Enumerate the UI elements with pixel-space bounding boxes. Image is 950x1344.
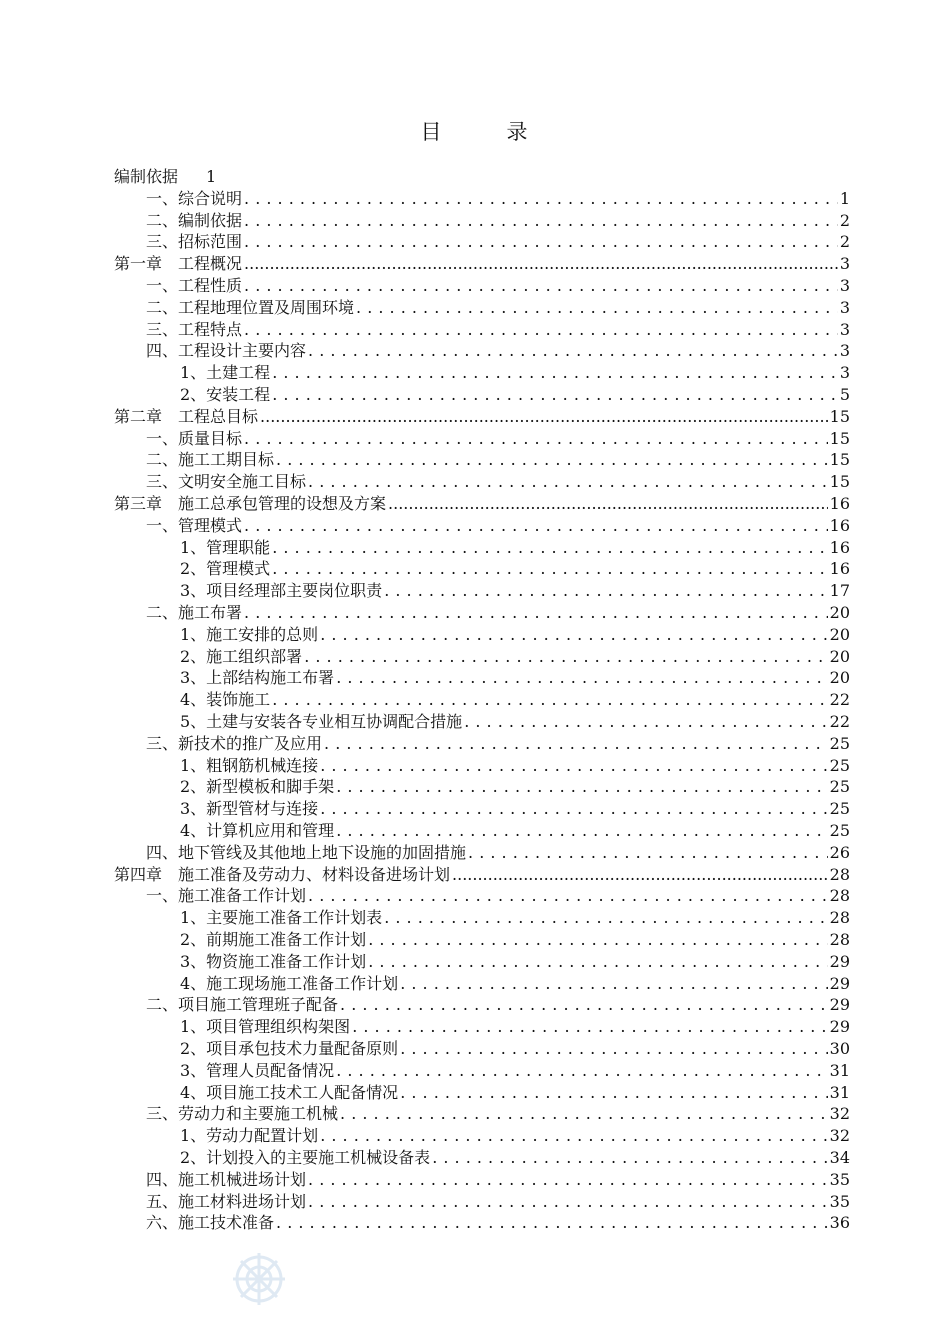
toc-dot-leader [308,1191,828,1213]
toc-entry[interactable] [146,1169,850,1191]
toc-entry-label: 二、项目施工管理班子配备 [146,995,339,1015]
toc-entry[interactable] [180,711,850,733]
toc-entry-label: 第三章 施工总承包管理的设想及方案 [114,494,387,513]
toc-entry-page-number: 15 [829,450,850,470]
toc-entry-page-number: 29 [829,995,850,1015]
toc-dot-leader [336,667,827,689]
toc-entry[interactable] [180,624,850,646]
toc-entry[interactable] [146,515,850,537]
toc-entry-label: 一、工程性质 [146,276,243,295]
toc-dot-leader [244,602,828,624]
toc-entry-page-number: 2 [839,210,850,230]
toc-entry-label: 三、文明安全施工目标 [146,472,307,492]
toc-entry[interactable] [180,973,850,995]
toc-entry-page-number: 32 [829,1104,850,1124]
toc-entry-label: 4、项目施工技术工人配备情况 [180,1082,399,1102]
toc-dot-leader [308,340,838,362]
toc-dot-leader [336,820,827,842]
toc-dot-leader [464,711,827,733]
toc-entry-page-number: 36 [829,1213,850,1233]
toc-entry[interactable] [180,820,850,842]
toc-entry-label: 二、施工布署 [146,603,243,622]
toc-entry-label: 2、安装工程 [180,385,271,404]
toc-entry-label: 2、新型模板和脚手架 [180,777,335,797]
toc-entry-page-number: 3 [839,297,850,317]
toc-entry-label: 二、工程地理位置及周围环境 [146,297,355,317]
toc-entry-page-number: 28 [829,864,850,884]
toc-entry-label: 五、施工材料进场计划 [146,1191,307,1211]
toc-entry-page-number: 3 [839,254,850,274]
toc-entry[interactable] [146,994,850,1016]
toc-entry[interactable] [114,406,850,428]
toc-dot-leader [244,515,828,537]
toc-entry-label: 2、前期施工准备工作计划 [180,930,367,949]
toc-entry-label: 5、土建与安装各专业相互协调配合措施 [180,712,463,731]
toc-entry-page-number: 35 [829,1169,850,1189]
toc-entry[interactable] [180,1016,850,1038]
toc-entry-label: 1、土建工程 [180,363,271,383]
toc-entry-label: 三、劳动力和主要施工机械 [146,1104,339,1124]
toc-dot-leader [244,428,828,450]
toc-entry[interactable] [180,907,850,929]
toc-entry-page-number: 20 [829,646,850,666]
toc-dot-leader [272,558,827,580]
toc-entry-label: 三、招标范围 [146,232,243,252]
toc-entry-label: 3、新型管材与连接 [180,799,319,819]
toc-entry-label: 四、工程设计主要内容 [146,341,307,361]
toc-dot-leader [308,471,828,493]
toc-entry-label: 4、装饰施工 [180,690,271,710]
toc-entry-label: 一、质量目标 [146,428,243,448]
toc-entry[interactable] [114,166,850,188]
toc-entry[interactable] [146,340,850,362]
toc-entry[interactable] [146,1212,850,1234]
toc-dot-leader [356,297,838,319]
toc-entry-label: 3、项目经理部主要岗位职责 [180,581,383,601]
toc-entry-label: 一、管理模式 [146,515,243,535]
toc-entry[interactable] [146,842,850,864]
toc-dot-leader [244,319,838,341]
toc-entry[interactable] [146,297,850,319]
toc-entry-page-number: 25 [829,821,850,840]
toc-entry-label: 一、施工准备工作计划 [146,886,307,906]
toc-entry[interactable] [146,602,850,624]
toc-entry-page-number: 22 [829,690,850,710]
toc-entry[interactable] [180,558,850,580]
toc-dot-leader [260,406,828,428]
toc-dot-leader [272,689,827,711]
toc-dot-leader [276,1212,828,1234]
toc-entry[interactable] [180,580,850,602]
toc-dot-leader [384,907,827,929]
toc-dot-leader [308,885,828,907]
toc-entry-page-number: 20 [829,603,850,622]
toc-entry-label: 第四章 施工准备及劳动力、材料设备进场计划 [114,864,451,884]
toc-dot-leader [272,362,838,384]
toc-dot-leader [468,842,828,864]
toc-entry-page-number: 16 [829,559,850,579]
toc-dot-leader [244,231,838,253]
toc-entry-page-number: 22 [829,712,850,731]
toc-entry[interactable] [180,1125,850,1147]
toc-entry[interactable] [146,1191,850,1213]
toc-entry-label: 二、施工工期目标 [146,450,275,470]
toc-entry-page-number: 17 [829,581,850,601]
toc-entry-label: 4、施工现场施工准备工作计划 [180,973,399,993]
toc-entry-label: 第一章 工程概况 [114,254,243,274]
toc-entry-page-number: 29 [829,951,850,971]
toc-entry-label: 4、计算机应用和管理 [180,821,335,840]
toc-entry[interactable] [146,231,850,253]
toc-entry[interactable] [180,537,850,559]
toc-entry[interactable] [146,885,850,907]
toc-entry-page-number: 3 [839,276,850,295]
toc-entry-page-number: 15 [829,406,850,426]
toc-dot-leader [244,188,838,210]
toc-entry-page-number: 1 [206,167,217,186]
toc-entry-page-number: 29 [829,1017,850,1037]
toc-dot-leader [452,864,828,886]
toc-entry-label: 1、项目管理组织构架图 [180,1017,351,1037]
toc-dot-leader [304,646,827,668]
toc-entry-page-number: 15 [829,472,850,492]
toc-entry-page-number: 1 [839,188,850,208]
toc-entry[interactable] [180,929,850,951]
toc-dot-leader [272,537,827,559]
toc-entry-label: 2、计划投入的主要施工机械设备表 [180,1148,431,1167]
toc-entry-page-number: 35 [829,1191,850,1211]
toc-entry[interactable] [180,362,850,384]
toc-dot-leader [336,1060,827,1082]
toc-entry-page-number: 31 [829,1060,850,1080]
toc-dot-leader [308,1169,828,1191]
toc-entry[interactable] [180,1082,850,1104]
toc-entry[interactable] [180,776,850,798]
toc-entry-label: 六、施工技术准备 [146,1213,275,1233]
toc-dot-leader [368,951,827,973]
toc-entry[interactable] [146,188,850,210]
toc-entry-page-number: 5 [839,385,850,404]
toc-entry-page-number: 2 [839,232,850,252]
toc-entry[interactable] [146,428,850,450]
toc-entry-page-number: 28 [829,908,850,928]
toc-entry[interactable] [180,951,850,973]
toc-entry-label: 1、粗钢筋机械连接 [180,755,319,775]
toc-dot-leader [244,210,838,232]
toc-dot-leader [384,580,827,602]
toc-dot-leader [320,755,827,777]
toc-entry[interactable] [146,210,850,232]
toc-entry-label: 3、上部结构施工布署 [180,668,335,688]
toc-entry-label: 3、管理人员配备情况 [180,1060,335,1080]
toc-entry-label: 编制依据 [114,167,179,186]
toc-entry-label: 1、劳动力配置计划 [180,1126,319,1146]
toc-entry-page-number: 25 [829,733,850,753]
toc-entry[interactable] [146,319,850,341]
toc-dot-leader [432,1147,827,1169]
toc-entry[interactable] [180,667,850,689]
toc-dot-leader [388,493,828,515]
toc-entry-label: 1、主要施工准备工作计划表 [180,908,383,928]
toc-entry-label: 四、地下管线及其他地上地下设施的加固措施 [146,842,467,862]
toc-entry-page-number: 30 [829,1039,850,1058]
toc-entry-label: 3、物资施工准备工作计划 [180,951,367,971]
toc-entry-label: 四、施工机械进场计划 [146,1169,307,1189]
toc-entry-page-number: 25 [829,755,850,775]
toc-entry[interactable] [114,493,850,515]
toc-entry-page-number: 28 [829,930,850,949]
watermark-logo-icon [228,1248,290,1310]
toc-entry-label: 三、新技术的推广及应用 [146,733,323,753]
toc-dot-leader [244,253,838,275]
toc-entry-page-number: 29 [829,973,850,993]
toc-entry[interactable] [146,471,850,493]
toc-entry[interactable] [180,755,850,777]
toc-dot-leader [336,776,827,798]
toc-dot-leader [320,1125,827,1147]
toc-entry-page-number: 34 [829,1148,850,1167]
toc-entry[interactable] [180,798,850,820]
toc-entry-page-number: 28 [829,886,850,906]
toc-entry[interactable] [180,384,850,406]
toc-entry-page-number: 16 [829,494,850,513]
toc-entry-page-number: 16 [829,537,850,557]
toc-dot-leader [320,798,827,820]
toc-dot-leader [368,929,827,951]
toc-entry[interactable] [180,1060,850,1082]
toc-title: 目 录 [420,120,550,144]
toc-entry-page-number: 31 [829,1082,850,1102]
toc-entry-page-number: 15 [829,428,850,448]
toc-entry[interactable] [146,275,850,297]
toc-entry[interactable] [146,1103,850,1125]
toc-dot-leader [276,449,828,471]
toc-entry-label: 2、管理模式 [180,559,271,579]
toc-entry-page-number: 3 [839,363,850,383]
toc-entry[interactable] [114,253,850,275]
toc-dot-leader [272,384,838,406]
toc-entry-label: 1、管理职能 [180,537,271,557]
toc-entry[interactable] [180,1147,850,1169]
toc-dot-leader [244,275,838,297]
toc-entry-page-number: 3 [839,341,850,361]
toc-entry-page-number: 20 [829,624,850,644]
toc-entry-label: 三、工程特点 [146,319,243,339]
toc-entry-page-number: 26 [829,842,850,862]
toc-dot-leader [400,973,827,995]
toc-entry-page-number: 3 [839,319,850,339]
toc-entry[interactable] [146,733,850,755]
toc-dot-leader [400,1038,827,1060]
toc-entry-label: 2、项目承包技术力量配备原则 [180,1039,399,1058]
toc-entry-page-number: 25 [829,777,850,797]
toc-entry[interactable] [180,1038,850,1060]
toc-dot-leader [324,733,828,755]
toc-entry-page-number: 32 [829,1126,850,1146]
toc-dot-leader [400,1082,827,1104]
toc-dot-leader [352,1016,827,1038]
toc-entry-page-number: 20 [829,668,850,688]
toc-entry-label: 第二章 工程总目标 [114,406,259,426]
toc-entry-label: 二、编制依据 [146,210,243,230]
toc-entry-page-number: 16 [829,515,850,535]
toc-entry-label: 1、施工安排的总则 [180,624,319,644]
toc-dot-leader [340,1103,828,1125]
toc-entry[interactable] [114,864,850,886]
toc-entry-label: 2、施工组织部署 [180,646,303,666]
toc-entry[interactable] [146,449,850,471]
toc-entry[interactable] [180,646,850,668]
toc-dot-leader [320,624,827,646]
toc-entry-page-number: 25 [829,799,850,819]
toc-entry-label: 一、综合说明 [146,188,243,208]
toc-dot-leader [340,994,828,1016]
toc-entry[interactable] [180,689,850,711]
